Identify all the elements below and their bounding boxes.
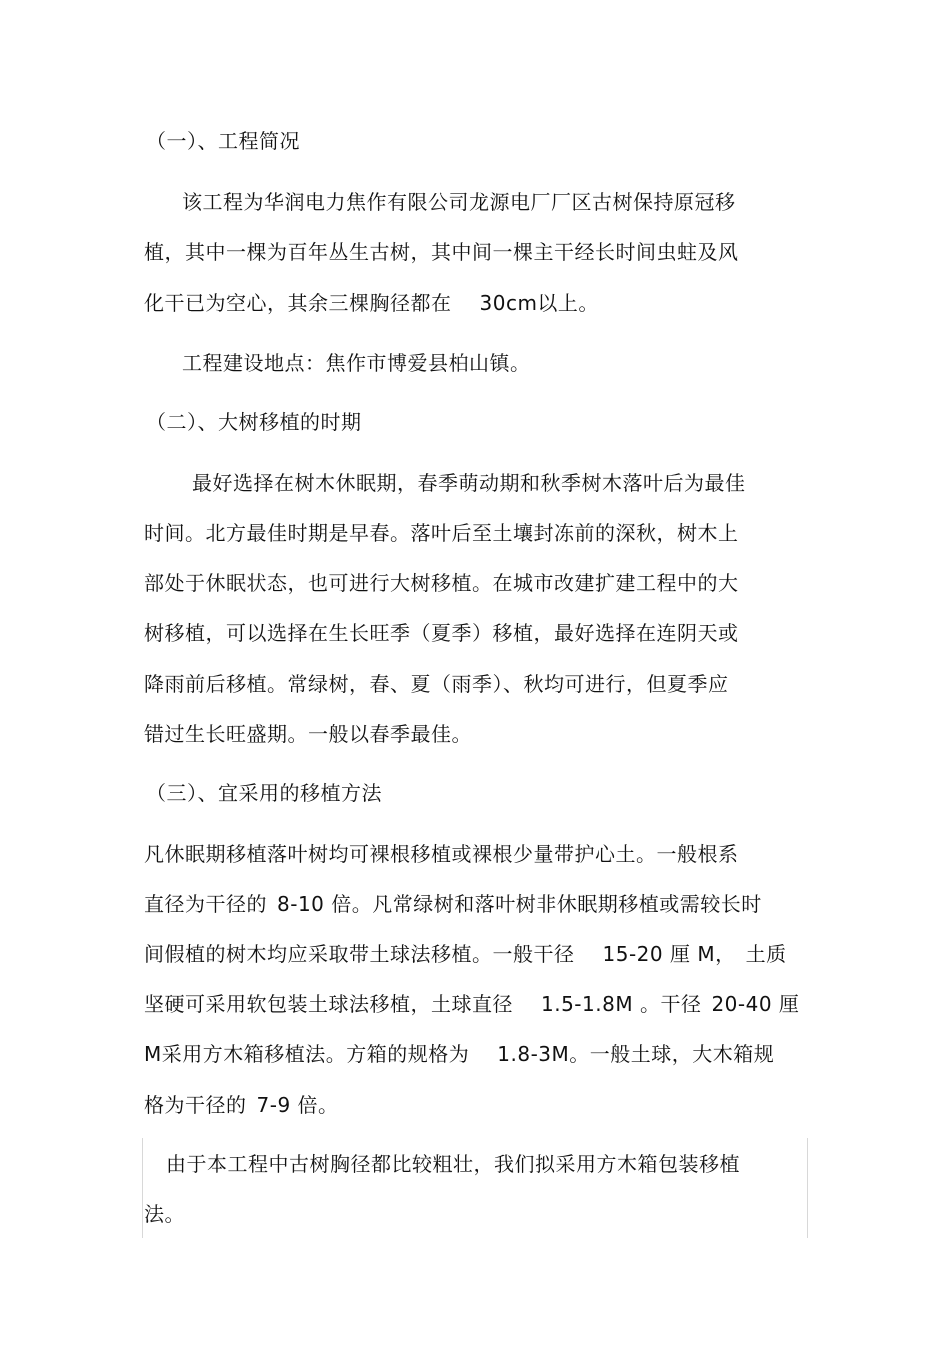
frame-line-right <box>807 1138 808 1238</box>
section-heading-1: （一）、工程简况 <box>146 129 300 153</box>
paragraph-text: 化干已为空心，其余三棵胸径都在 <box>144 291 452 315</box>
paragraph-line <box>144 289 599 317</box>
paragraph-text: 30cm以上。 <box>479 291 599 315</box>
paragraph-text: 土质 <box>745 942 787 966</box>
paragraph-text: 直径为干径的 <box>144 892 267 916</box>
paragraph-line <box>144 940 787 968</box>
paragraph-text: 15-20 厘 M， <box>602 942 736 966</box>
paragraph-line: 错过生长旺盛期。一般以春季最佳。 <box>144 722 472 746</box>
paragraph-text: 1.8-3M。一般土球，大木箱规 <box>497 1042 775 1066</box>
paragraph-line <box>144 890 762 918</box>
paragraph-line: 植，其中一棵为百年丛生古树，其中间一棵主干经长时间虫蛀及风 <box>144 240 739 264</box>
paragraph-line <box>144 990 799 1018</box>
paragraph-line <box>144 1091 339 1119</box>
section-heading-3: （三）、宜采用的移植方法 <box>146 781 382 805</box>
paragraph-line: 部处于休眠状态，也可进行大树移植。在城市改建扩建工程中的大 <box>144 571 739 595</box>
paragraph-text: 7-9 倍。 <box>256 1093 339 1117</box>
paragraph-line <box>144 1040 774 1068</box>
section-heading-2: （二）、大树移植的时期 <box>146 410 362 434</box>
paragraph-text: 20-40 厘 <box>711 992 800 1016</box>
paragraph-text: 间假植的树木均应采取带土球法移植。一般干径 <box>144 942 575 966</box>
paragraph-line: 最好选择在树木休眠期，春季萌动期和秋季树木落叶后为最佳 <box>192 471 746 495</box>
paragraph-text: M采用方木箱移植法。方箱的规格为 <box>144 1042 470 1066</box>
paragraph-text: 8-10 倍。凡常绿树和落叶树非休眠期移植或需较长时 <box>277 892 762 916</box>
paragraph-text: 格为干径的 <box>144 1093 247 1117</box>
paragraph-line: 该工程为华润电力焦作有限公司龙源电厂厂区古树保持原冠移 <box>182 190 736 214</box>
paragraph-line: 由于本工程中古树胸径都比较粗壮，我们拟采用方木箱包装移植 <box>166 1152 740 1176</box>
paragraph-text: 坚硬可采用软包装土球法移植，土球直径 <box>144 992 513 1016</box>
paragraph-line: 工程建设地点：焦作市博爱县柏山镇。 <box>182 351 531 375</box>
paragraph-line: 法。 <box>144 1202 185 1226</box>
paragraph-text: 1.5-1.8M 。干径 <box>541 992 702 1016</box>
paragraph-line: 降雨前后移植。常绿树，春、夏（雨季）、秋均可进行，但夏季应 <box>144 672 729 696</box>
paragraph-line: 时间。北方最佳时期是早春。落叶后至土壤封冻前的深秋，树木上 <box>144 521 739 545</box>
paragraph-line: 树移植，可以选择在生长旺季（夏季）移植，最好选择在连阴天或 <box>144 621 739 645</box>
paragraph-line: 凡休眠期移植落叶树均可裸根移植或裸根少量带护心土。一般根系 <box>144 842 739 866</box>
frame-line-left <box>142 1138 143 1238</box>
